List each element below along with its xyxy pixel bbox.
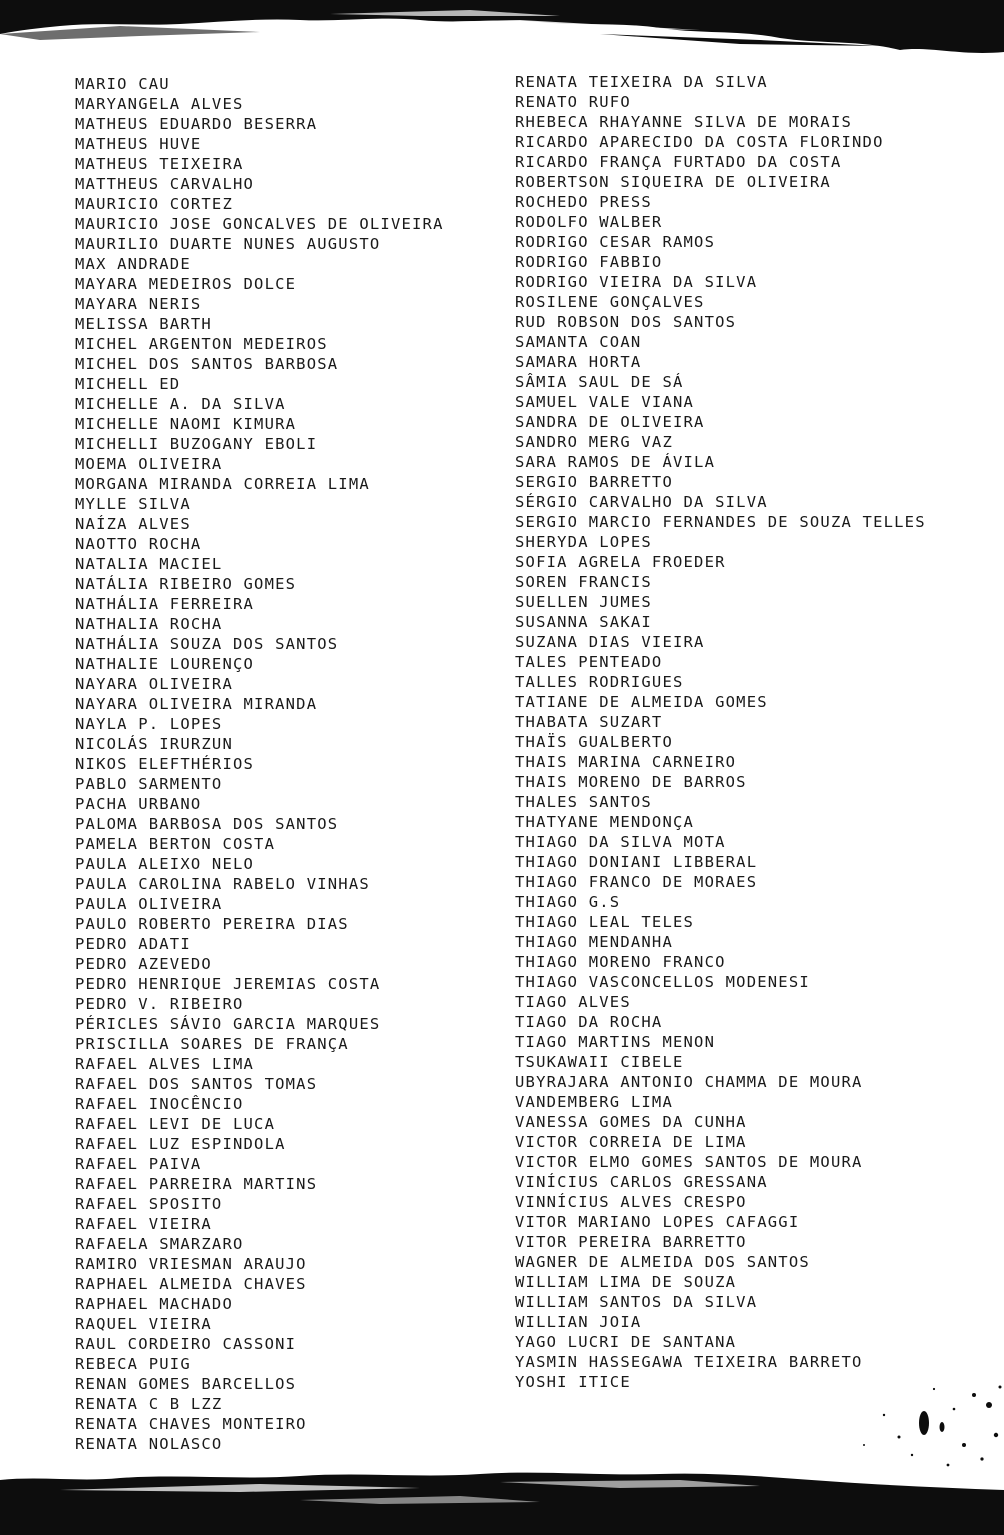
contributor-name: ROBERTSON SIQUEIRA DE OLIVEIRA: [515, 173, 831, 191]
contributor-name: TALES PENTEADO: [515, 653, 663, 671]
contributor-name: PÉRICLES SÁVIO GARCIA MARQUES: [75, 1015, 381, 1033]
contributor-name: PAULO ROBERTO PEREIRA DIAS: [75, 915, 349, 933]
contributor-name: NATHALIE LOURENÇO: [75, 655, 255, 673]
contributor-name: TATIANE DE ALMEIDA GOMES: [515, 693, 768, 711]
contributor-name: TALLES RODRIGUES: [515, 673, 684, 691]
contributor-name: MAYARA MEDEIROS DOLCE: [75, 275, 297, 293]
contributor-name: RAPHAEL ALMEIDA CHAVES: [75, 1275, 307, 1293]
contributor-name: PAULA CAROLINA RABELO VINHAS: [75, 875, 370, 893]
contributor-name: UBYRAJARA ANTONIO CHAMMA DE MOURA: [515, 1073, 863, 1091]
contributor-name: THALES SANTOS: [515, 793, 652, 811]
contributor-name: RAFAEL PAIVA: [75, 1155, 202, 1173]
contributor-name: THIAGO DA SILVA MOTA: [515, 833, 726, 851]
contributor-name: NATHÁLIA FERREIRA: [75, 595, 255, 613]
top-brush-stroke: [0, 0, 1004, 60]
contributor-name: MICHEL DOS SANTOS BARBOSA: [75, 355, 339, 373]
contributor-name: MYLLE SILVA: [75, 495, 191, 513]
contributor-name: MORGANA MIRANDA CORREIA LIMA: [75, 475, 370, 493]
contributor-name: YAGO LUCRI DE SANTANA: [515, 1333, 737, 1351]
contributor-name: SÂMIA SAUL DE SÁ: [515, 373, 684, 391]
contributor-name: MARYANGELA ALVES: [75, 95, 244, 113]
contributor-name: MAX ANDRADE: [75, 255, 191, 273]
contributor-name: RODRIGO CESAR RAMOS: [515, 233, 716, 251]
contributor-name: NATALIA MACIEL: [75, 555, 223, 573]
contributor-name: RAMIRO VRIESMAN ARAUJO: [75, 1255, 307, 1273]
contributor-name: TIAGO DA ROCHA: [515, 1013, 663, 1031]
contributor-name: MATHEUS TEIXEIRA: [75, 155, 244, 173]
contributor-name: WAGNER DE ALMEIDA DOS SANTOS: [515, 1253, 810, 1271]
contributor-name: RAFAEL VIEIRA: [75, 1215, 212, 1233]
contributor-name: PALOMA BARBOSA DOS SANTOS: [75, 815, 339, 833]
contributor-name: SUSANNA SAKAI: [515, 613, 652, 631]
contributor-name: RICARDO FRANÇA FURTADO DA COSTA: [515, 153, 842, 171]
contributor-name: RUD ROBSON DOS SANTOS: [515, 313, 737, 331]
contributor-name: NAÍZA ALVES: [75, 515, 191, 533]
contributor-name: PRISCILLA SOARES DE FRANÇA: [75, 1035, 349, 1053]
contributor-name: PEDRO V. RIBEIRO: [75, 995, 244, 1013]
contributor-name: SOREN FRANCIS: [515, 573, 652, 591]
contributor-name: VITOR MARIANO LOPES CAFAGGI: [515, 1213, 800, 1231]
contributor-name: PACHA URBANO: [75, 795, 202, 813]
contributor-name: MAURILIO DUARTE NUNES AUGUSTO: [75, 235, 381, 253]
contributor-name: SERGIO BARRETTO: [515, 473, 673, 491]
contributor-name: VICTOR ELMO GOMES SANTOS DE MOURA: [515, 1153, 863, 1171]
contributor-name: ROCHEDO PRESS: [515, 193, 652, 211]
contributor-name: SUELLEN JUMES: [515, 593, 652, 611]
contributor-name: RAFAEL LEVI DE LUCA: [75, 1115, 276, 1133]
contributor-name: RAFAEL ALVES LIMA: [75, 1055, 255, 1073]
contributor-name: SAMARA HORTA: [515, 353, 642, 371]
names-column-right: [515, 72, 926, 1392]
contributor-name: WILLIAN JOIA: [515, 1313, 642, 1331]
contributor-name: SANDRO MERG VAZ: [515, 433, 673, 451]
contributor-name: REBECA PUIG: [75, 1355, 191, 1373]
contributor-name: MICHELLE A. DA SILVA: [75, 395, 286, 413]
contributor-name: VITOR PEREIRA BARRETTO: [515, 1233, 747, 1251]
contributor-name: NAYARA OLIVEIRA MIRANDA: [75, 695, 318, 713]
contributor-name: RAFAELA SMARZARO: [75, 1235, 244, 1253]
contributor-name: VICTOR CORREIA DE LIMA: [515, 1133, 747, 1151]
contributor-name: NIKOS ELEFTHÉRIOS: [75, 755, 255, 773]
contributor-name: WILLIAM SANTOS DA SILVA: [515, 1293, 758, 1311]
contributor-name: NICOLÁS IRURZUN: [75, 735, 233, 753]
contributor-name: PAULA OLIVEIRA: [75, 895, 223, 913]
contributor-name: THAIS MORENO DE BARROS: [515, 773, 747, 791]
contributor-name: THAÏS GUALBERTO: [515, 733, 673, 751]
contributor-name: NATHÁLIA SOUZA DOS SANTOS: [75, 635, 339, 653]
contributor-name: MELISSA BARTH: [75, 315, 212, 333]
contributor-name: SÉRGIO CARVALHO DA SILVA: [515, 493, 768, 511]
contributor-name: RAFAEL DOS SANTOS TOMAS: [75, 1075, 318, 1093]
contributor-name: RAUL CORDEIRO CASSONI: [75, 1335, 297, 1353]
contributor-name: THAIS MARINA CARNEIRO: [515, 753, 737, 771]
contributor-name: PEDRO HENRIQUE JEREMIAS COSTA: [75, 975, 381, 993]
contributor-name: SAMUEL VALE VIANA: [515, 393, 695, 411]
contributor-name: RENAN GOMES BARCELLOS: [75, 1375, 297, 1393]
contributor-name: RHEBECA RHAYANNE SILVA DE MORAIS: [515, 113, 853, 131]
contributor-name: THABATA SUZART: [515, 713, 663, 731]
contributor-name: THIAGO G.S: [515, 893, 621, 911]
contributor-name: NAOTTO ROCHA: [75, 535, 202, 553]
contributor-name: NAYLA P. LOPES: [75, 715, 223, 733]
contributor-name: RAFAEL PARREIRA MARTINS: [75, 1175, 318, 1193]
contributor-name: RODOLFO WALBER: [515, 213, 663, 231]
contributor-name: RODRIGO VIEIRA DA SILVA: [515, 273, 758, 291]
contributor-name: SARA RAMOS DE ÁVILA: [515, 453, 716, 471]
contributor-name: TIAGO ALVES: [515, 993, 631, 1011]
contributor-name: THIAGO VASCONCELLOS MODENESI: [515, 973, 810, 991]
contributor-name: SANDRA DE OLIVEIRA: [515, 413, 705, 431]
contributor-name: RAFAEL INOCÊNCIO: [75, 1095, 244, 1113]
contributor-name: RAQUEL VIEIRA: [75, 1315, 212, 1333]
contributor-name: TSUKAWAII CIBELE: [515, 1053, 684, 1071]
contributor-name: THIAGO MENDANHA: [515, 933, 673, 951]
contributor-name: PEDRO ADATI: [75, 935, 191, 953]
contributor-name: THATYANE MENDONÇA: [515, 813, 695, 831]
contributor-name: RENATA NOLASCO: [75, 1435, 223, 1453]
contributor-name: RODRIGO FABBIO: [515, 253, 663, 271]
contributor-name: SERGIO MARCIO FERNANDES DE SOUZA TELLES: [515, 513, 926, 531]
contributor-name: RENATA TEIXEIRA DA SILVA: [515, 73, 768, 91]
contributor-name: MAYARA NERIS: [75, 295, 202, 313]
contributor-name: VANDEMBERG LIMA: [515, 1093, 673, 1111]
contributor-name: MATTHEUS CARVALHO: [75, 175, 255, 193]
contributor-name: RICARDO APARECIDO DA COSTA FLORINDO: [515, 133, 884, 151]
names-column-left: [75, 74, 444, 1454]
contributor-name: SAMANTA COAN: [515, 333, 642, 351]
contributor-name: MOEMA OLIVEIRA: [75, 455, 223, 473]
contributor-name: MICHELLE NAOMI KIMURA: [75, 415, 297, 433]
contributor-name: MAURICIO CORTEZ: [75, 195, 233, 213]
contributor-name: PEDRO AZEVEDO: [75, 955, 212, 973]
contributor-name: THIAGO FRANCO DE MORAES: [515, 873, 758, 891]
contributor-name: MATHEUS HUVE: [75, 135, 202, 153]
contributor-name: PABLO SARMENTO: [75, 775, 223, 793]
bottom-brush-stroke: [0, 1460, 1004, 1535]
contributor-name: WILLIAM LIMA DE SOUZA: [515, 1273, 737, 1291]
contributor-name: MICHELL ED: [75, 375, 181, 393]
contributor-name: SHERYDA LOPES: [515, 533, 652, 551]
contributor-name: SOFIA AGRELA FROEDER: [515, 553, 726, 571]
contributor-name: TIAGO MARTINS MENON: [515, 1033, 716, 1051]
contributor-name: YOSHI ITICE: [515, 1373, 631, 1391]
contributor-name: MICHELLI BUZOGANY EBOLI: [75, 435, 318, 453]
contributor-name: NATHALIA ROCHA: [75, 615, 223, 633]
contributor-name: NATÁLIA RIBEIRO GOMES: [75, 575, 297, 593]
contributor-name: THIAGO LEAL TELES: [515, 913, 695, 931]
contributor-name: RENATA CHAVES MONTEIRO: [75, 1415, 307, 1433]
contributor-name: RAFAEL SPOSITO: [75, 1195, 223, 1213]
contributor-name: NAYARA OLIVEIRA: [75, 675, 233, 693]
contributor-name: THIAGO DONIANI LIBBERAL: [515, 853, 758, 871]
contributor-name: RAFAEL LUZ ESPINDOLA: [75, 1135, 286, 1153]
contributor-name: RAPHAEL MACHADO: [75, 1295, 233, 1313]
contributor-name: MATHEUS EDUARDO BESERRA: [75, 115, 318, 133]
contributor-name: THIAGO MORENO FRANCO: [515, 953, 726, 971]
contributor-name: MAURICIO JOSE GONCALVES DE OLIVEIRA: [75, 215, 444, 233]
contributor-name: MARIO CAU: [75, 75, 170, 93]
contributor-name: RENATO RUFO: [515, 93, 631, 111]
contributor-name: PAULA ALEIXO NELO: [75, 855, 255, 873]
contributor-name: VINNÍCIUS ALVES CRESPO: [515, 1193, 747, 1211]
contributor-name: PAMELA BERTON COSTA: [75, 835, 276, 853]
contributor-name: SUZANA DIAS VIEIRA: [515, 633, 705, 651]
contributor-name: VANESSA GOMES DA CUNHA: [515, 1113, 747, 1131]
contributor-name: ROSILENE GONÇALVES: [515, 293, 705, 311]
contributor-name: VINÍCIUS CARLOS GRESSANA: [515, 1173, 768, 1191]
contributor-name: YASMIN HASSEGAWA TEIXEIRA BARRETO: [515, 1353, 863, 1371]
contributor-name: RENATA C B LZZ: [75, 1395, 223, 1413]
contributor-name: MICHEL ARGENTON MEDEIROS: [75, 335, 328, 353]
